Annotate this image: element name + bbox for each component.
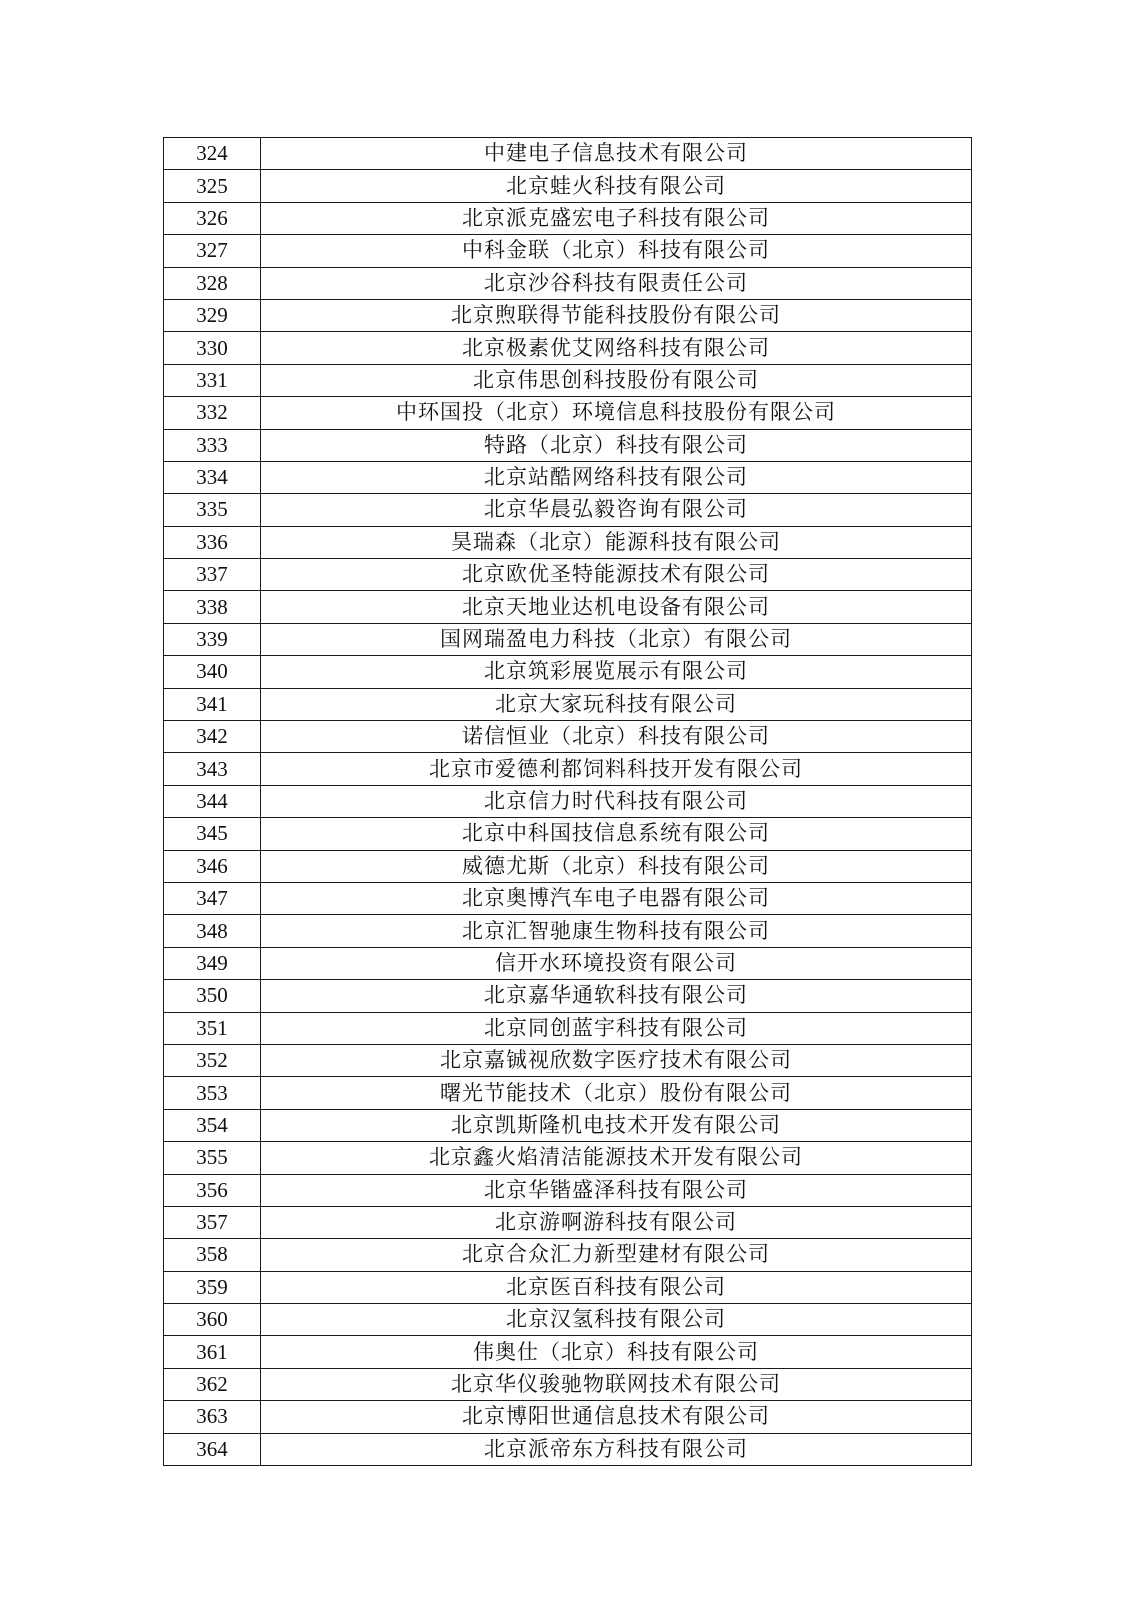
table-row — [164, 138, 972, 170]
row-number: 349 — [164, 947, 261, 979]
company-name: 北京同创蓝宇科技有限公司 — [261, 1012, 972, 1044]
table-row — [164, 461, 972, 493]
table-row — [164, 980, 972, 1012]
company-name: 北京市爱德利都饲料科技开发有限公司 — [261, 753, 972, 785]
company-name: 特路（北京）科技有限公司 — [261, 429, 972, 461]
row-number: 354 — [164, 1109, 261, 1141]
table-row — [164, 364, 972, 396]
row-number: 330 — [164, 332, 261, 364]
row-number: 326 — [164, 202, 261, 234]
table-row — [164, 1174, 972, 1206]
row-number: 339 — [164, 623, 261, 655]
company-name: 威德尤斯（北京）科技有限公司 — [261, 850, 972, 882]
row-number: 351 — [164, 1012, 261, 1044]
row-number: 336 — [164, 526, 261, 558]
table-row — [164, 1271, 972, 1303]
row-number: 342 — [164, 721, 261, 753]
company-name: 北京华晨弘毅咨询有限公司 — [261, 494, 972, 526]
table-row — [164, 818, 972, 850]
company-name: 北京博阳世通信息技术有限公司 — [261, 1401, 972, 1433]
row-number: 344 — [164, 785, 261, 817]
company-name: 北京汉氢科技有限公司 — [261, 1304, 972, 1336]
row-number: 358 — [164, 1239, 261, 1271]
company-name: 北京凯斯隆机电技术开发有限公司 — [261, 1109, 972, 1141]
table-row — [164, 1109, 972, 1141]
row-number: 363 — [164, 1401, 261, 1433]
row-number: 359 — [164, 1271, 261, 1303]
table-row — [164, 429, 972, 461]
table-row — [164, 202, 972, 234]
table-row — [164, 235, 972, 267]
company-name: 北京煦联得节能科技股份有限公司 — [261, 299, 972, 331]
table-row — [164, 1206, 972, 1238]
table-row — [164, 721, 972, 753]
row-number: 360 — [164, 1304, 261, 1336]
row-number: 334 — [164, 461, 261, 493]
table-row — [164, 688, 972, 720]
table-row — [164, 656, 972, 688]
company-name: 北京汇智驰康生物科技有限公司 — [261, 915, 972, 947]
row-number: 337 — [164, 559, 261, 591]
table-row — [164, 170, 972, 202]
table-row — [164, 915, 972, 947]
row-number: 364 — [164, 1433, 261, 1465]
table-row — [164, 267, 972, 299]
company-name: 北京医百科技有限公司 — [261, 1271, 972, 1303]
row-number: 328 — [164, 267, 261, 299]
table-row — [164, 785, 972, 817]
company-name: 北京奥博汽车电子电器有限公司 — [261, 882, 972, 914]
company-name: 北京派克盛宏电子科技有限公司 — [261, 202, 972, 234]
row-number: 343 — [164, 753, 261, 785]
company-name: 北京游啊游科技有限公司 — [261, 1206, 972, 1238]
table-row — [164, 1433, 972, 1465]
row-number: 331 — [164, 364, 261, 396]
company-name: 伟奥仕（北京）科技有限公司 — [261, 1336, 972, 1368]
company-name: 北京华锴盛泽科技有限公司 — [261, 1174, 972, 1206]
row-number: 329 — [164, 299, 261, 331]
table-row — [164, 623, 972, 655]
row-number: 348 — [164, 915, 261, 947]
company-name: 北京伟思创科技股份有限公司 — [261, 364, 972, 396]
row-number: 356 — [164, 1174, 261, 1206]
table-row — [164, 559, 972, 591]
company-name: 北京筑彩展览展示有限公司 — [261, 656, 972, 688]
table-row — [164, 1239, 972, 1271]
row-number: 362 — [164, 1368, 261, 1400]
company-name: 北京华仪骏驰物联网技术有限公司 — [261, 1368, 972, 1400]
table-row — [164, 1044, 972, 1076]
company-name: 国网瑞盈电力科技（北京）有限公司 — [261, 623, 972, 655]
company-name: 北京蛙火科技有限公司 — [261, 170, 972, 202]
company-list-body — [164, 138, 972, 1466]
table-row — [164, 591, 972, 623]
table-row — [164, 753, 972, 785]
row-number: 338 — [164, 591, 261, 623]
company-name: 北京中科国技信息系统有限公司 — [261, 818, 972, 850]
row-number: 335 — [164, 494, 261, 526]
table-row — [164, 1012, 972, 1044]
company-name: 北京极素优艾网络科技有限公司 — [261, 332, 972, 364]
company-name: 北京派帝东方科技有限公司 — [261, 1433, 972, 1465]
table-row — [164, 397, 972, 429]
company-name: 信开水环境投资有限公司 — [261, 947, 972, 979]
row-number: 347 — [164, 882, 261, 914]
row-number: 332 — [164, 397, 261, 429]
row-number: 341 — [164, 688, 261, 720]
company-name: 北京大家玩科技有限公司 — [261, 688, 972, 720]
table-row — [164, 1336, 972, 1368]
table-row — [164, 299, 972, 331]
company-name: 中科金联（北京）科技有限公司 — [261, 235, 972, 267]
row-number: 355 — [164, 1142, 261, 1174]
table-row — [164, 1077, 972, 1109]
company-list-table — [163, 137, 972, 1466]
row-number: 353 — [164, 1077, 261, 1109]
company-name: 北京天地业达机电设备有限公司 — [261, 591, 972, 623]
row-number: 352 — [164, 1044, 261, 1076]
row-number: 346 — [164, 850, 261, 882]
row-number: 350 — [164, 980, 261, 1012]
company-name: 北京鑫火焰清洁能源技术开发有限公司 — [261, 1142, 972, 1174]
company-name: 曙光节能技术（北京）股份有限公司 — [261, 1077, 972, 1109]
table-row — [164, 850, 972, 882]
company-name: 北京沙谷科技有限责任公司 — [261, 267, 972, 299]
row-number: 357 — [164, 1206, 261, 1238]
table-row — [164, 1401, 972, 1433]
row-number: 340 — [164, 656, 261, 688]
table-row — [164, 1304, 972, 1336]
table-row — [164, 332, 972, 364]
company-name: 北京信力时代科技有限公司 — [261, 785, 972, 817]
table-row — [164, 526, 972, 558]
company-name: 北京嘉华通软科技有限公司 — [261, 980, 972, 1012]
company-name: 北京合众汇力新型建材有限公司 — [261, 1239, 972, 1271]
table-row — [164, 1368, 972, 1400]
table-row — [164, 1142, 972, 1174]
company-name: 北京欧优圣特能源技术有限公司 — [261, 559, 972, 591]
table-row — [164, 882, 972, 914]
row-number: 333 — [164, 429, 261, 461]
company-name: 诺信恒业（北京）科技有限公司 — [261, 721, 972, 753]
company-name: 中环国投（北京）环境信息科技股份有限公司 — [261, 397, 972, 429]
row-number: 325 — [164, 170, 261, 202]
row-number: 327 — [164, 235, 261, 267]
company-name: 昊瑞森（北京）能源科技有限公司 — [261, 526, 972, 558]
company-name: 北京嘉铖视欣数字医疗技术有限公司 — [261, 1044, 972, 1076]
company-name: 中建电子信息技术有限公司 — [261, 138, 972, 170]
row-number: 345 — [164, 818, 261, 850]
row-number: 361 — [164, 1336, 261, 1368]
row-number: 324 — [164, 138, 261, 170]
table-row — [164, 947, 972, 979]
table-row — [164, 494, 972, 526]
company-name: 北京站酷网络科技有限公司 — [261, 461, 972, 493]
